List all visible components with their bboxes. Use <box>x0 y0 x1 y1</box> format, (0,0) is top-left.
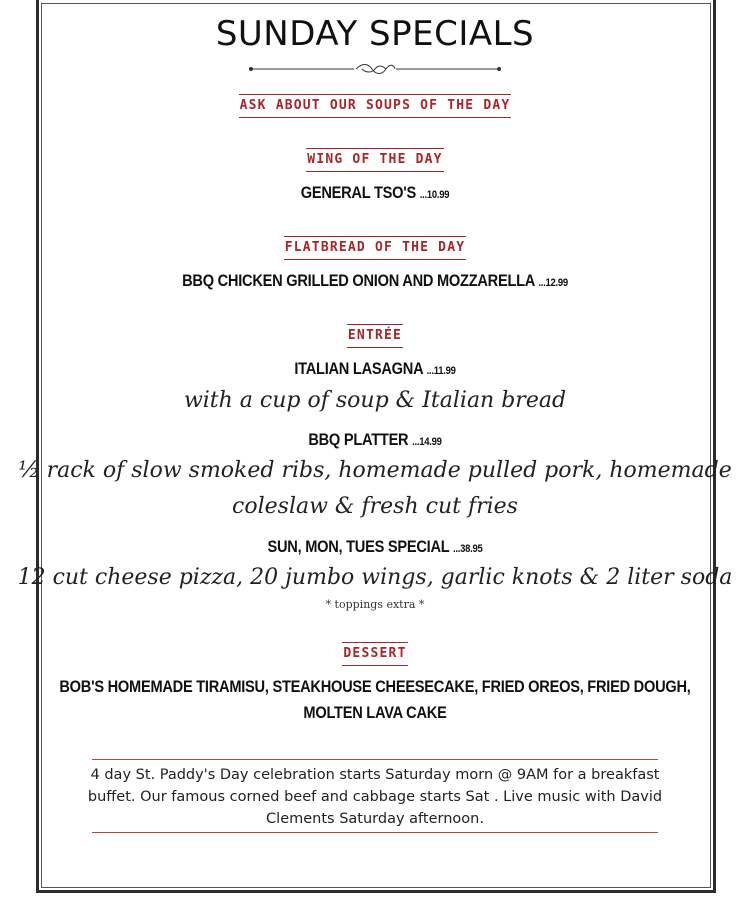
flatbread-item <box>53 271 698 291</box>
item-description: ½ rack of slow smoked ribs, homemade pulled pork, homemade <box>18 458 732 483</box>
entree-item-special <box>53 537 698 557</box>
item-price: ...14.99 <box>412 436 442 448</box>
footer-line: Clements Saturday afternoon. <box>266 811 484 827</box>
section-wing-of-the-day: WING OF THE DAY <box>306 148 443 172</box>
item-price: ...12.99 <box>538 277 568 289</box>
item-price: ...38.95 <box>453 543 483 555</box>
flourish-divider-icon <box>248 62 502 76</box>
footer-line: 4 day St. Paddy's Day celebration starts Saturday morn @ 9AM for a breakfast <box>90 767 660 783</box>
wing-item <box>53 183 698 203</box>
item-name: BBQ PLATTER <box>308 430 409 449</box>
item-description: 12 cut cheese pizza, 20 jumbo wings, garlic knots & 2 liter soda <box>17 565 733 590</box>
item-price: ...10.99 <box>419 189 450 201</box>
section-dessert: DESSERT <box>342 642 407 666</box>
dessert-line: MOLTEN LAVA CAKE <box>303 703 447 722</box>
item-description: with a cup of soup & Italian bread <box>183 388 567 413</box>
page-title: SUNDAY SPECIALS <box>215 14 535 54</box>
section-flatbread-of-the-day: FLATBREAD OF THE DAY <box>284 236 467 260</box>
section-entree: ENTRÉE <box>347 324 403 348</box>
item-name: GENERAL TSO'S <box>300 183 416 202</box>
item-name: SUN, MON, TUES SPECIAL <box>267 537 450 556</box>
section-soups: ASK ABOUT OUR SOUPS OF THE DAY <box>239 94 512 118</box>
entree-item-lasagna <box>53 359 698 379</box>
entree-item-bbq-platter <box>53 430 698 450</box>
item-name: ITALIAN LASAGNA <box>294 359 423 378</box>
footer-bottom-rule <box>92 832 658 833</box>
toppings-note: * toppings extra * <box>325 598 425 611</box>
dessert-line: BOB'S HOMEMADE TIRAMISU, STEAKHOUSE CHEESECAKE, FRIED OREOS, FRIED DOUGH, <box>59 677 691 696</box>
footer-top-rule <box>92 759 658 760</box>
item-name: BBQ CHICKEN GRILLED ONION AND MOZZARELLA <box>182 271 535 290</box>
item-description: coleslaw & fresh cut fries <box>232 494 518 519</box>
footer-line: buffet. Our famous corned beef and cabbage starts Sat . Live music with David <box>87 789 663 805</box>
item-price: ...11.99 <box>426 365 456 377</box>
